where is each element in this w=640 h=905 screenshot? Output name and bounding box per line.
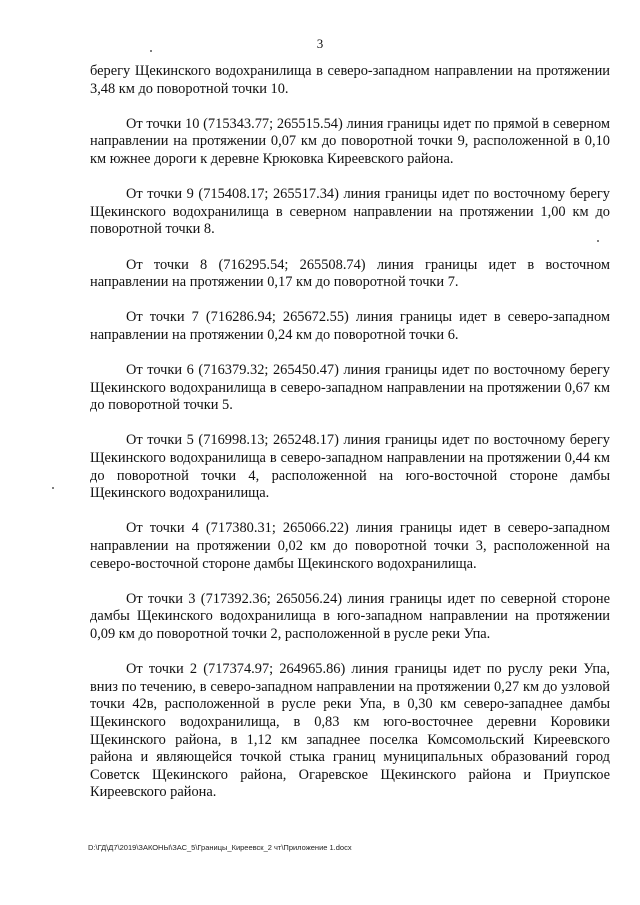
scan-speck bbox=[52, 487, 54, 489]
paragraph-point-2: От точки 2 (717374.97; 264965.86) линия границы идет по руслу реки Упа, вниз по течению, в северо-западном направлении на протяжении 0,27 км до узловой точки 42в, расположенной в русле реки Упа, в 0,30 км северо-западнее дамбы Щекинского водохранилища, в 0,83 км юго-восточнее деревни Коровики Щекинского района, в 1,12 км западнее поселка Комсомольский Киреевского района и являющейся точкой стыка границ муниципальных образований город Советск Щекинского района, Огаревское Щекинского района и Приупское Киреевского района. bbox=[90, 661, 610, 801]
paragraph-point-8: От точки 8 (716295.54; 265508.74) линия границы идет в восточном направлении на протяжении 0,17 км до поворотной точки 7. bbox=[90, 256, 610, 291]
scan-speck bbox=[597, 240, 599, 242]
paragraph-point-7: От точки 7 (716286.94; 265672.55) линия границы идет в северо-западном направлении на протяжении 0,24 км до поворотной точки 6. bbox=[90, 309, 610, 343]
page-number: 3 bbox=[316, 36, 324, 51]
paragraph-point-9: От точки 9 (715408.17; 265517.34) линия границы идет по восточному берегу Щекинского водохранилища в северном направлении на протяжении 1,00 км до поворотной точки 8. bbox=[90, 186, 610, 238]
document-body bbox=[90, 63, 610, 820]
paragraph-point-10: От точки 10 (715343.77; 265515.54) линия границы идет по прямой в северном направлении на протяжении 0,07 км до поворотной точки 9, расположенной в 0,10 км южнее дороги к деревне Крюковка Киреевского района. bbox=[90, 115, 610, 167]
paragraph-point-6: От точки 6 (716379.32; 265450.47) линия границы идет по восточному берегу Щекинского водохранилища в северо-западном направлении на протяжении 0,67 км до поворотной точки 5. bbox=[90, 362, 610, 414]
paragraph-point-4: От точки 4 (717380.31; 265066.22) линия границы идет в северо-западном направлении на протяжении 0,02 км до поворотной точки 3, расположенной на северо-восточной стороне дамбы Щекинского водохранилища. bbox=[90, 520, 610, 572]
paragraph-continuation: берегу Щекинского водохранилища в северо-западном направлении на протяжении 3,48 км до поворотной точки 10. bbox=[90, 63, 610, 97]
paragraph-point-5: От точки 5 (716998.13; 265248.17) линия границы идет по восточному берегу Щекинского водохранилища в северо-западном направлении на протяжении 0,44 км до поворотной точки 4, расположенной на юго-восточной стороне дамбы Щекинского водохранилища. bbox=[90, 432, 610, 502]
footer-file-path: D:\ГД\Д7\2019\ЗАКОНЫ\ЗАС_5\Границы_Киреевск_2 чт\Приложение 1.docx bbox=[88, 843, 352, 852]
paragraph-point-3: От точки 3 (717392.36; 265056.24) линия границы идет по северной стороне дамбы Щекинского водохранилища в юго-западном направлении на протяжении 0,09 км до поворотной точки 2, расположенной в русле реки Упа. bbox=[90, 590, 610, 642]
scan-speck bbox=[150, 50, 152, 52]
